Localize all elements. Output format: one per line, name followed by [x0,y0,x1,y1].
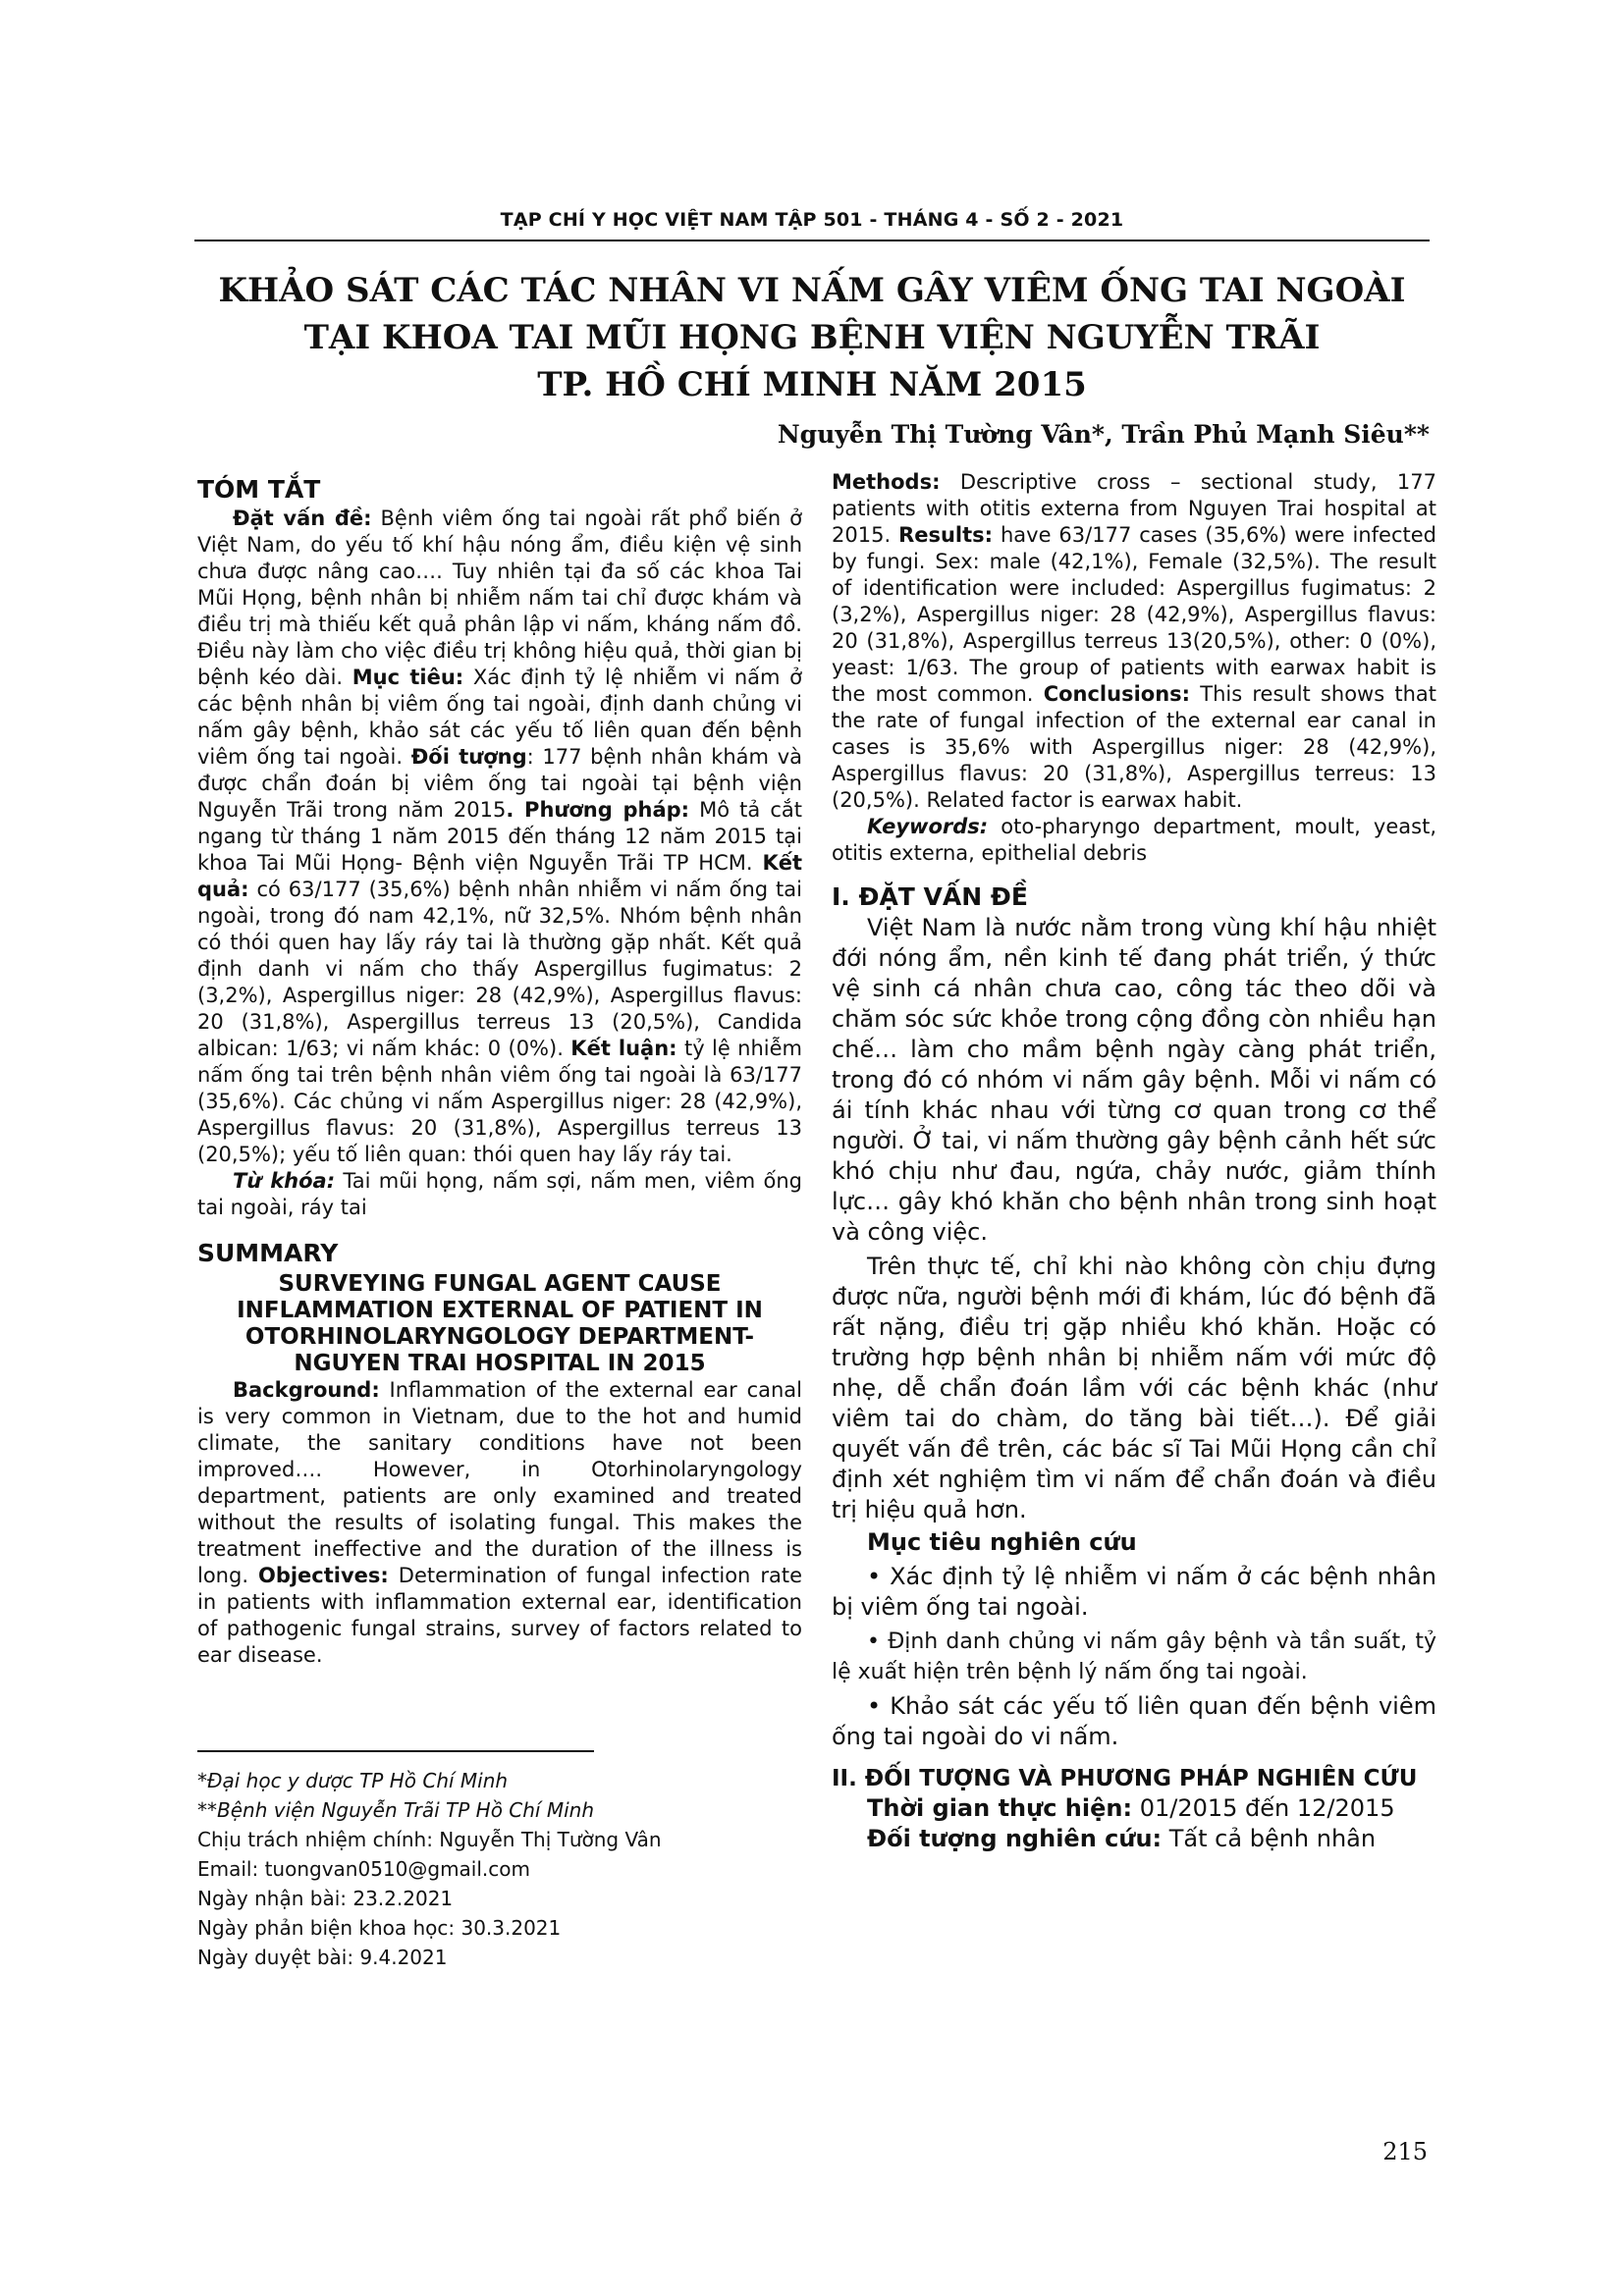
tomtat-heading: TÓM TẮT [197,475,321,504]
authors: Nguyễn Thị Tường Vân*, Trần Phủ Mạnh Siêu** [777,420,1430,449]
goal-item: • Xác định tỷ lệ nhiễm vi nấm ở các bệnh nhân bị viêm ống tai ngoài. [832,1563,1436,1621]
keywords-paragraph [832,814,1436,867]
date-received: Ngày nhận bài: 23.2.2021 [197,1887,454,1910]
text-tukhoa: Tai mũi họng, nấm sợi, nấm men, viêm ống tai ngoài, ráy tai [197,1169,802,1219]
responsible-author: Chịu trách nhiệm chính: Nguyễn Thị Tường Vân [197,1828,662,1851]
title-line-3: TP. HỒ CHÍ MINH NĂM 2015 [537,365,1087,404]
left-column [197,469,802,1669]
title-line-1: KHẢO SÁT CÁC TÁC NHÂN VI NẤM GÂY VIÊM ỐNG TAI NGOÀI [218,271,1406,310]
label-ketqua: Kết quả: [197,851,802,901]
label-tukhoa: Từ khóa: [233,1169,336,1193]
affiliation-1: *Đại học y dược TP Hồ Chí Minh [197,1769,509,1792]
section2-time [832,1793,1436,1824]
text-methods: Descriptive cross – sectional study, 177 patients with otitis externa from Nguyen Trai hospital at 2015. [832,470,1436,547]
goal-2-text: Định danh chủng vi nấm gây bệnh và tần suất, tỷ lệ xuất hiện trên bệnh lý nấm ống tai ngoài. [832,1629,1436,1684]
text-keywords: oto-pharyngo department, moult, yeast, otitis externa, epithelial debris [832,815,1436,865]
affiliation-2: **Bệnh viện Nguyễn Trãi TP Hồ Chí Minh [197,1798,595,1822]
email: Email: tuongvan0510@gmail.com [197,1857,530,1881]
label-conclusions: Conclusions: [1043,682,1191,706]
title-line-2: TẠI KHOA TAI MŨI HỌNG BỆNH VIỆN NGUYỄN TRÃI [303,318,1321,357]
label-muctieu: Mục tiêu: [352,666,464,689]
label-objectives: Objectives: [257,1564,389,1587]
text-subjects: Tất cả bệnh nhân [1162,1825,1377,1852]
page-number: 215 [1382,2138,1428,2165]
text-phuongphap: Mô tả cắt ngang từ tháng 1 năm 2015 đến tháng 12 năm 2015 tại khoa Tai Mũi Họng- Bệnh viện Nguyễn Trãi TP HCM. [197,798,802,875]
goal-1-text: Xác định tỷ lệ nhiễm vi nấm ở các bệnh nhân bị viêm ống tai ngoài. [832,1563,1436,1621]
text-doituong: : 177 bệnh nhân khám và được chẩn đoán bị viêm ống tai ngoài tại bệnh viện Nguyễn Trãi trong năm 2015 [197,745,802,822]
text-time: 01/2015 đến 12/2015 [1132,1794,1395,1822]
date-approved: Ngày duyệt bài: 9.4.2021 [197,1946,448,1969]
goals-heading: Mục tiêu nghiên cứu [867,1528,1137,1556]
section1-paragraph-1: Việt Nam là nước nằm trong vùng khí hậu nhiệt đới nóng ẩm, nền kinh tế đang phát triển, ý thức vệ sinh cá nhân chưa cao, công tác theo dõi và chăm sóc sức khỏe trong cộng đồng còn nhiều hạn chế… làm cho mầm bệnh ngày càng phát triển, trong đó có nhóm vi nấm gây bệnh. Mỗi vi nấm có ái tính khác nhau với từng cơ quan trong cơ thể người. Ở tai, vi nấm thường gây bệnh cảnh hết sức khó chịu như đau, ngứa, chảy nước, giảm thính lực… gây khó khăn cho bệnh nhân trong sinh hoạt và công việc. [832,914,1436,1246]
section1-paragraph-2: Trên thực tế, chỉ khi nào không còn chịu đựng được nữa, người bệnh mới đi khám, lúc đó bệnh đã rất nặng, điều trị gặp nhiều khó khăn. Hoặc có trường hợp bệnh nhân bị nhiễm nấm với mức độ nhẹ, dễ chẩn đoán lầm với các bệnh khác (như viêm tai do chàm, do tăng bài tiết…). Để giải quyết vấn đề trên, các bác sĩ Tai Mũi Họng cần chỉ định xét nghiệm tìm vi nấm để chẩn đoán và điều trị hiệu quả hơn. [832,1253,1436,1523]
text-muctieu: Xác định tỷ lệ nhiễm vi nấm ở các bệnh nhân bị viêm ống tai ngoài, định danh chủng vi nấm gây bệnh, khảo sát các yếu tố liên quan đến bệnh viêm ống tai ngoài. [197,666,803,769]
label-keywords: Keywords: [867,815,989,838]
summary-heading: SUMMARY [197,1239,339,1267]
text-background: Inflammation of the external ear canal is very common in Vietnam, due to the hot and humid climate, the sanitary conditions have not been improved…. However, in Otorhinolaryngology department, patients are only examined and treated without the results of isolating fungal. This makes the treatment ineffective and the duration of the illness is long. [197,1378,802,1587]
text-objectives: Determination of fungal infection rate in patients with inflammation external ear, identification of pathogenic fungal strains, survey of factors related to ear disease. [197,1564,802,1667]
label-doituong: Đối tượng [410,745,527,769]
label-subjects: Đối tượng nghiên cứu: [867,1825,1163,1852]
goal-item: • Định danh chủng vi nấm gây bệnh và tần suất, tỷ lệ xuất hiện trên bệnh lý nấm ống tai ngoài. [832,1629,1436,1684]
footnotes [197,1750,802,1972]
section2-subjects [832,1824,1436,1854]
goal-3-text: Khảo sát các yếu tố liên quan đến bệnh viêm ống tai ngoài do vi nấm. [832,1692,1436,1750]
summary-title: SURVEYING FUNGAL AGENT CAUSE INFLAMMATION EXTERNAL OF PATIENT IN OTORHINOLARYNGOLOGY DEPARTMENT- NGUYEN TRAI HOSPITAL IN 2015 [237,1271,763,1376]
section2-heading: II. ĐỐI TƯỢNG VÀ PHƯƠNG PHÁP NGHIÊN CỨU [832,1766,1418,1791]
tukhoa-paragraph [197,1168,802,1221]
text-datvande: Bệnh viêm ống tai ngoài rất phổ biến ở Việt Nam, do yếu tố khí hậu nóng ẩm, điều kiện vệ sinh chưa được nâng cao…. Tuy nhiên tại đa số các khoa Tai Mũi Họng, bệnh nhân bị nhiễm nấm tai chỉ được khám và điều trị mà thiếu kết quả phân lập vi nấm, kháng nấm đồ. Điều này làm cho việc điều trị không hiệu quả, thời gian bị bệnh kéo dài. [197,507,802,689]
text-ketluan: tỷ lệ nhiễm nấm ống tai trên bệnh nhân viêm ống tai ngoài là 63/177 (35,6%). Các chủng vi nấm Aspergillus niger: 28 (42,9%), Aspergillus flavus: 20 (31,8%), Aspergillus terreus 13 (20,5%); yếu tố liên quan: thói quen hay lấy ráy tai. [197,1037,802,1166]
label-methods: Methods: [832,470,941,494]
text-conclusions: This result shows that the rate of fungal infection of the external ear canal in cases is 35,6% with Aspergillus niger: 28 (42,9%), Aspergillus flavus: 20 (31,8%), Aspergillus terreus: 13 (20,5%). Related factor is earwax habit. [832,682,1437,812]
label-phuongphap: . Phương pháp: [506,798,690,822]
label-ketluan: Kết luận: [570,1037,677,1060]
section1-heading: I. ĐẶT VẤN ĐỀ [832,882,1028,911]
label-results: Results: [898,523,994,547]
summary-continued [832,469,1436,814]
date-reviewed: Ngày phản biện khoa học: 30.3.2021 [197,1916,562,1940]
summary-paragraph [197,1377,802,1669]
label-background: Background: [233,1378,380,1402]
right-column [832,469,1436,1854]
article-title [194,267,1430,408]
text-ketqua: có 63/177 (35,6%) bệnh nhân nhiễm vi nấm ống tai ngoài, trong đó nam 42,1%, nữ 32,5%. Nhóm bệnh nhân có thói quen hay lấy ráy tai là thường gặp nhất. Kết quả định danh vi nấm cho thấy Aspergillus fugimatus: 2 (3,2%), Aspergillus niger: 28 (42,9%), Aspergillus flavus: 20 (31,8%), Aspergillus terreus 13 (20,5%), Candida albican: 1/63; vi nấm khác: 0 (0%). [197,878,802,1060]
journal-header: TẠP CHÍ Y HỌC VIỆT NAM TẬP 501 - THÁNG 4 - SỐ 2 - 2021 [500,209,1124,231]
label-time: Thời gian thực hiện: [867,1794,1133,1822]
label-datvande: Đặt vấn đề: [233,507,372,530]
footnote-rule [197,1750,594,1752]
text-results: have 63/177 cases (35,6%) were infected by fungi. Sex: male (42,1%), Female (32,5%). The result of identification were included: Aspergillus fugimatus: 2 (3,2%), Aspergillus niger: 28 (42,9%), Aspergillus flavus: 20 (31,8%), Aspergillus terreus 13(20,5%), other: 0 (0%), yeast: 1/63. The group of patients with earwax habit is the most common. [832,523,1436,706]
goal-item: • Khảo sát các yếu tố liên quan đến bệnh viêm ống tai ngoài do vi nấm. [832,1692,1436,1750]
header-rule [194,240,1430,241]
tomtat-paragraph [197,506,802,1168]
